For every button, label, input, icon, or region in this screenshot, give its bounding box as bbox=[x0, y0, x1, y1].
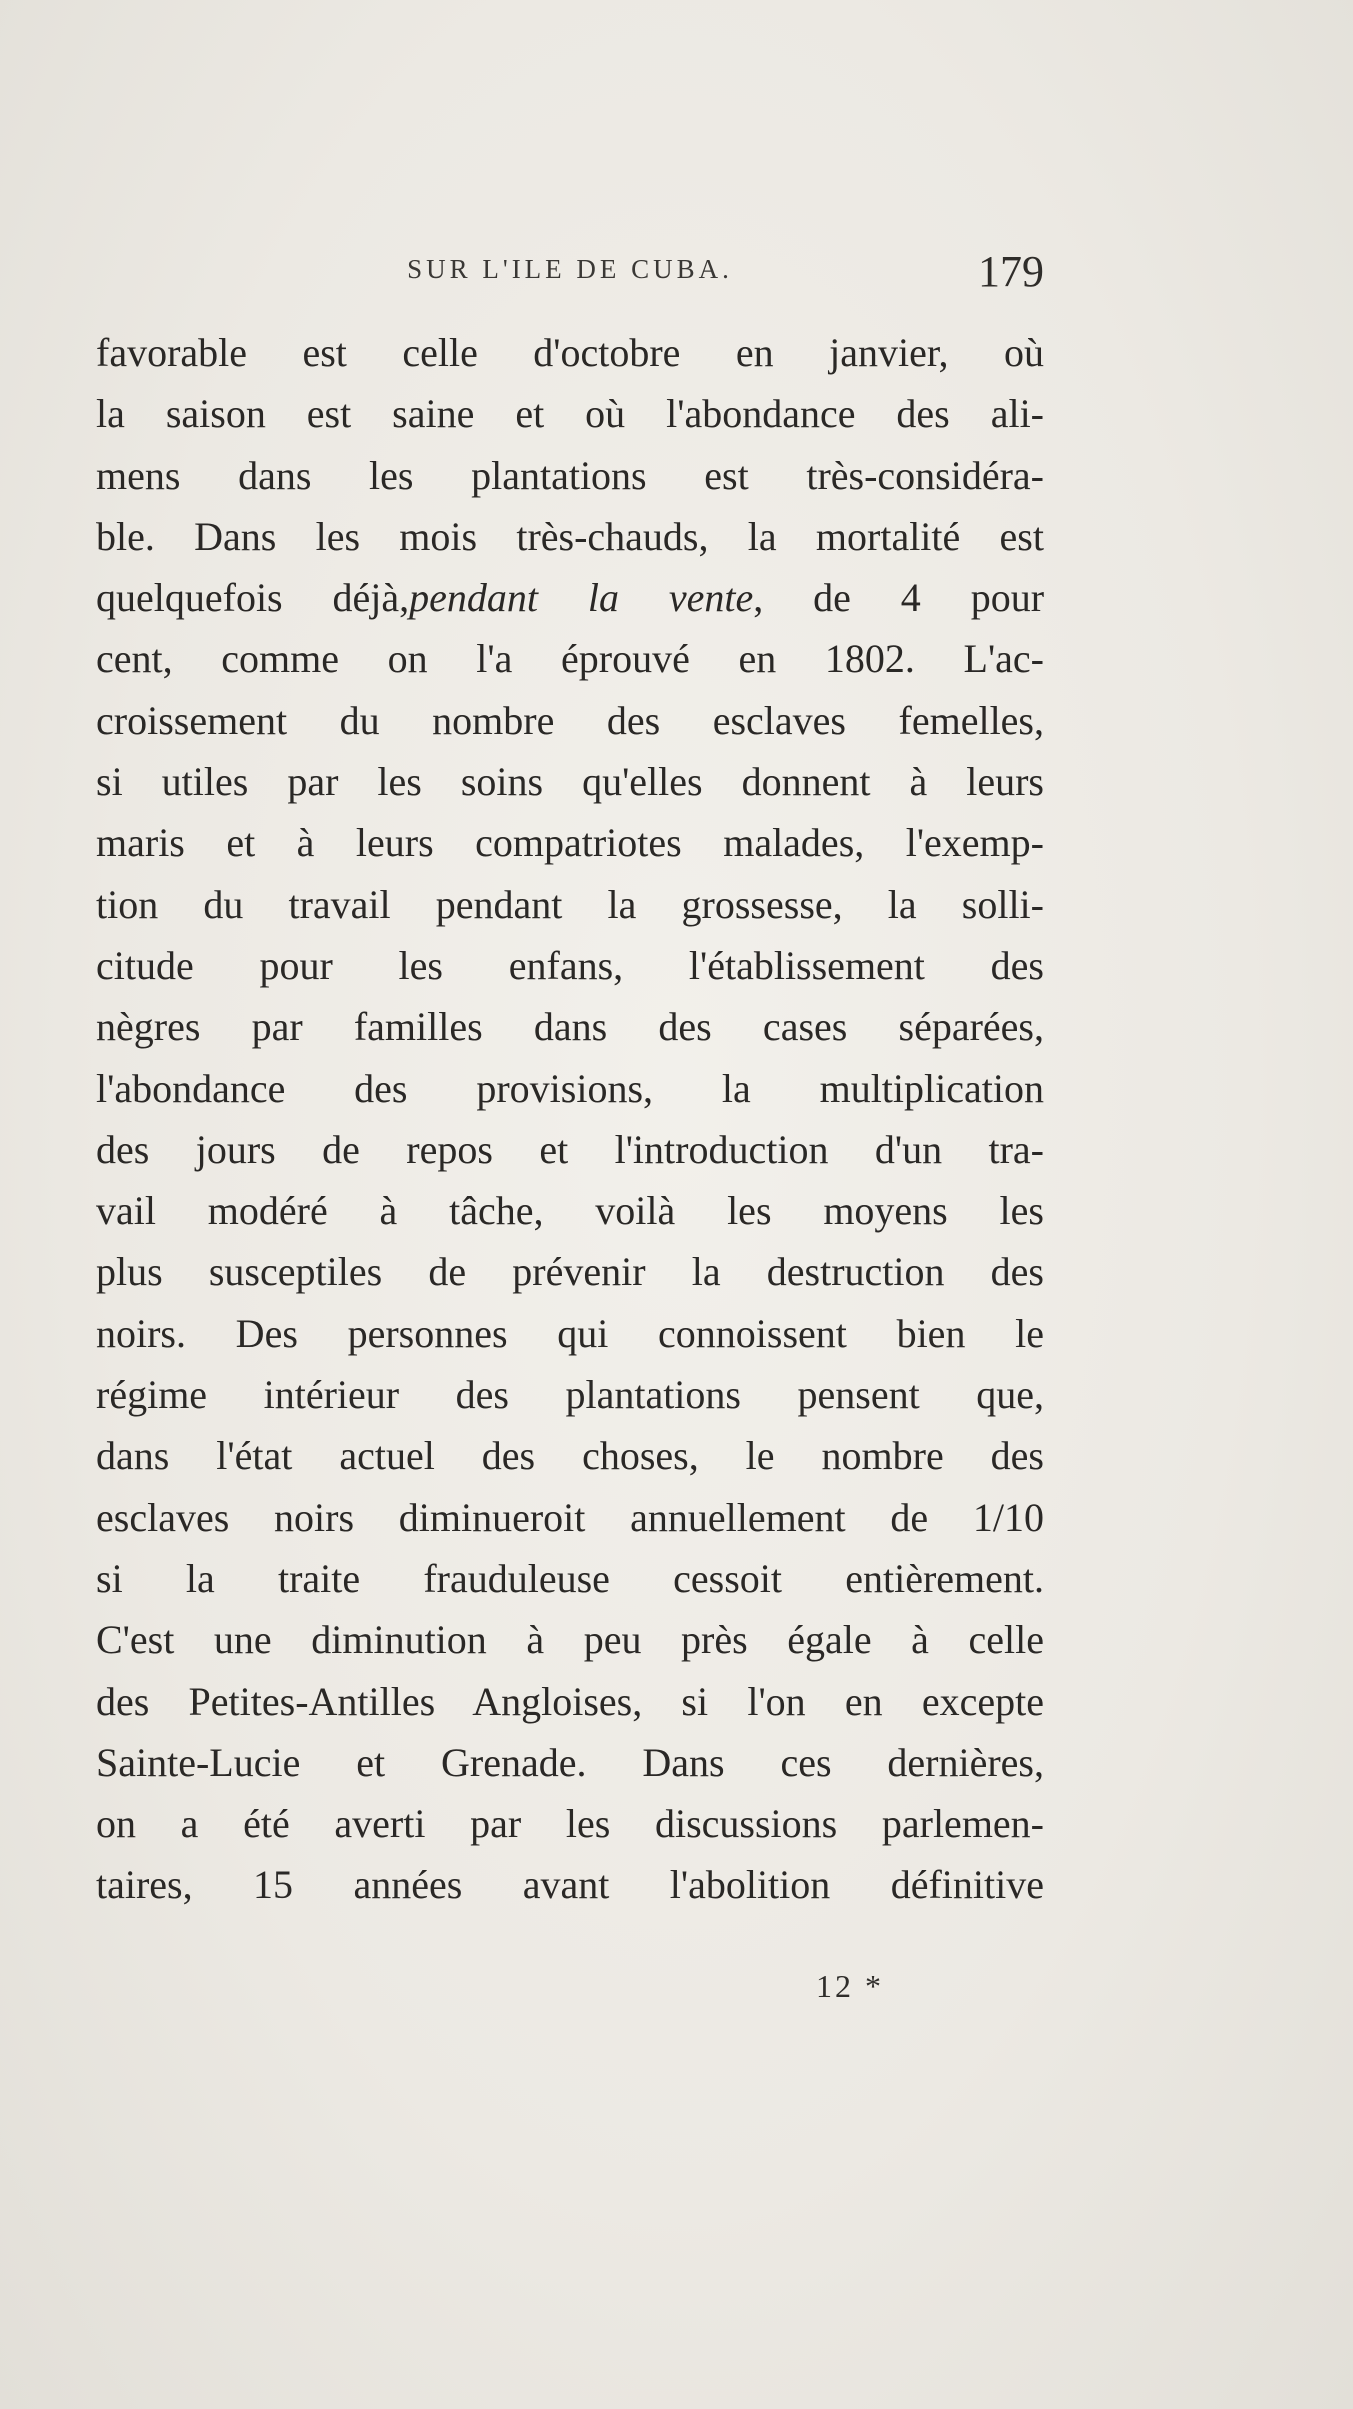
text-line: noirs. Des personnes qui connoissent bien le bbox=[96, 1310, 1044, 1356]
text-line-end: , de 4 pour bbox=[753, 575, 1044, 621]
running-head bbox=[96, 247, 1044, 310]
text-line: des Petites-Antilles Angloises, si l'on en excepte bbox=[96, 1678, 1044, 1724]
body-text bbox=[96, 322, 1044, 1916]
text-line: dans l'état actuel des choses, le nombre des bbox=[96, 1433, 1044, 1479]
text-line: favorable est celle d'octobre en janvier, où bbox=[96, 330, 1044, 375]
text-line-mixed bbox=[96, 567, 1044, 628]
text-line: taires, 15 années avant l'abolition définitive bbox=[96, 1862, 1044, 1908]
text-line: plus susceptiles de prévenir la destruction des bbox=[96, 1249, 1044, 1295]
text-line: si la traite frauduleuse cessoit entièrement. bbox=[96, 1555, 1044, 1601]
text-line: esclaves noirs diminueroit annuellement de 1/10 bbox=[96, 1494, 1044, 1540]
text-line: mens dans les plantations est très-considéra- bbox=[96, 452, 1044, 498]
text-line: ble. Dans les mois très-chauds, la mortalité est bbox=[96, 513, 1044, 559]
text-line: régime intérieur des plantations pensent que, bbox=[96, 1372, 1044, 1418]
running-title: SUR L'ILE DE CUBA. bbox=[407, 254, 733, 284]
signature-mark: 12 * bbox=[816, 1968, 884, 2004]
text-line: l'abondance des provisions, la multiplication bbox=[96, 1065, 1044, 1111]
text-line: nègres par familles dans des cases séparées, bbox=[96, 1004, 1044, 1050]
text-line: citude pour les enfans, l'établissement des bbox=[96, 942, 1044, 988]
text-line: C'est une diminution à peu près égale à celle bbox=[96, 1617, 1044, 1663]
text-line: cent, comme on l'a éprouvé en 1802. L'ac- bbox=[96, 636, 1044, 682]
text-line: Sainte-Lucie et Grenade. Dans ces dernières, bbox=[96, 1739, 1044, 1785]
text-line: si utiles par les soins qu'elles donnent à leurs bbox=[96, 759, 1044, 805]
text-line: on a été averti par les discussions parlemen- bbox=[96, 1801, 1044, 1847]
page-number: 179 bbox=[978, 247, 1044, 296]
text-line: tion du travail pendant la grossesse, la solli- bbox=[96, 881, 1044, 927]
text-line: maris et à leurs compatriotes malades, l'exemp- bbox=[96, 820, 1044, 866]
text-line: des jours de repos et l'introduction d'un tra- bbox=[96, 1126, 1044, 1172]
text-line: la saison est saine et où l'abondance des ali- bbox=[96, 391, 1044, 437]
text-line: croissement du nombre des esclaves femelles, bbox=[96, 697, 1044, 743]
italic-phrase: pendant la vente bbox=[409, 575, 754, 621]
text-line: vail modéré à tâche, voilà les moyens les bbox=[96, 1188, 1044, 1234]
text-line-start: quelquefois déjà, bbox=[96, 575, 410, 621]
